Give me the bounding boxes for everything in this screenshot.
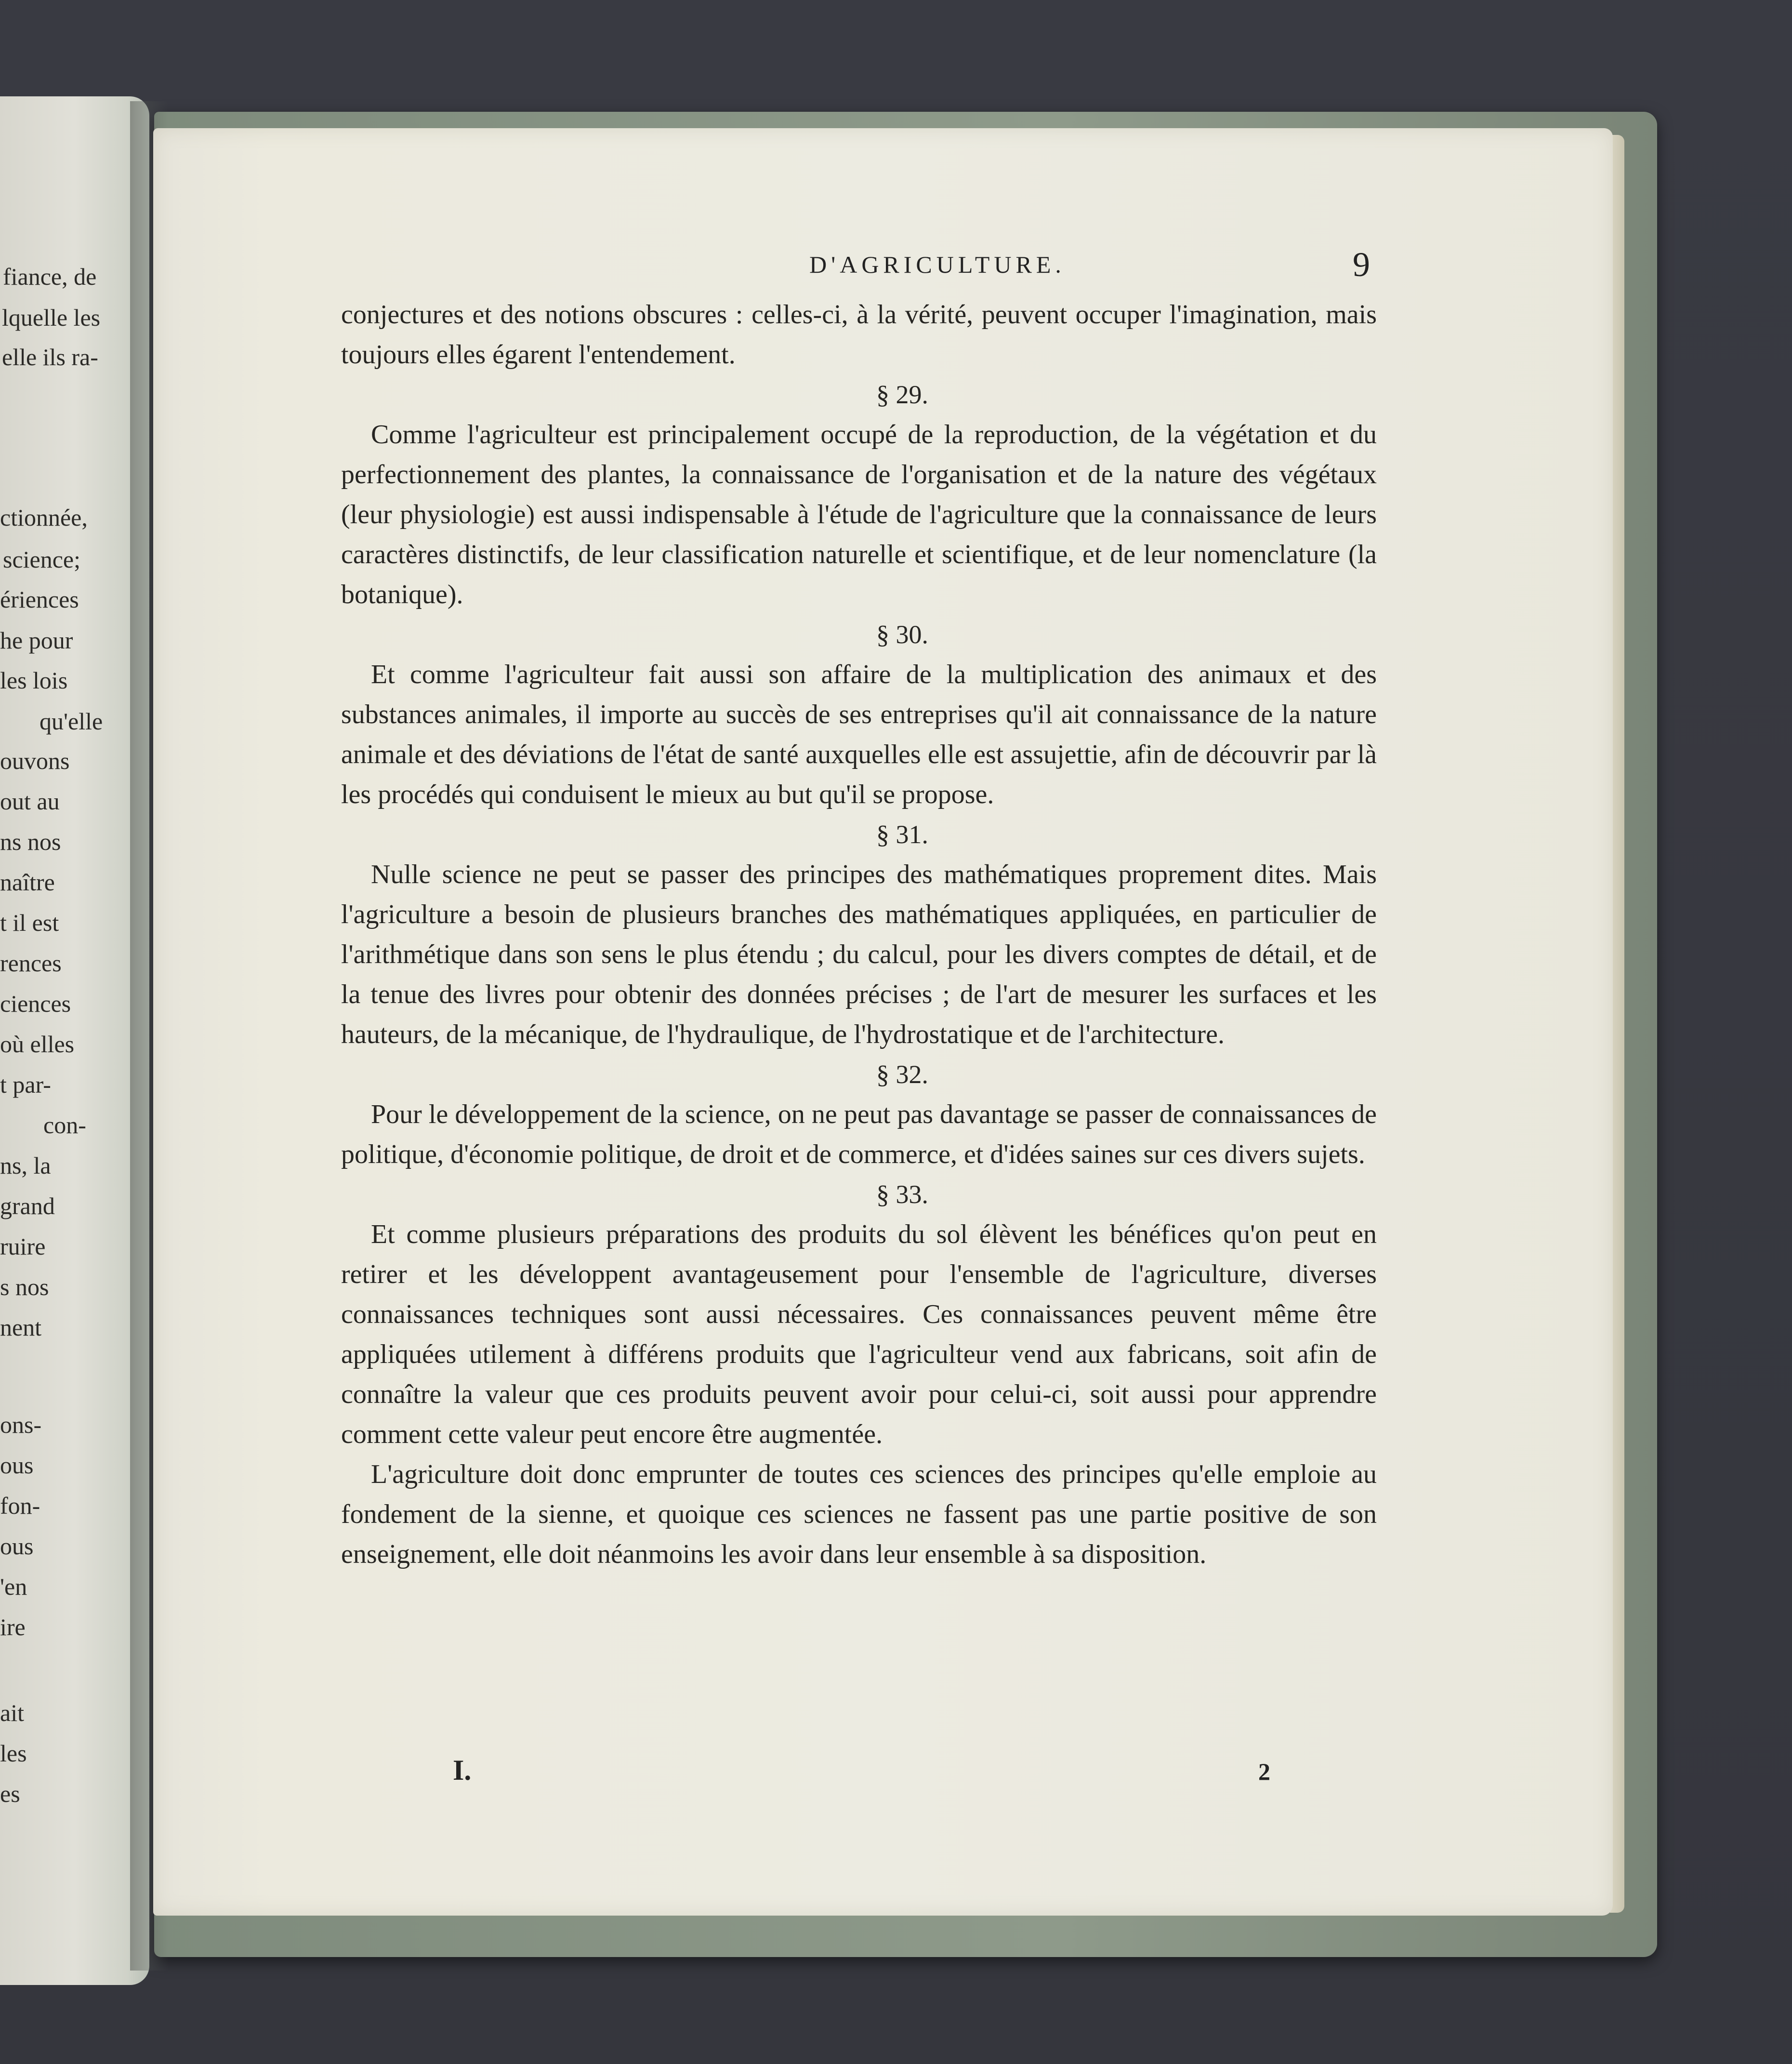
left-fragment: ouvons (0, 747, 70, 774)
left-facing-page (0, 96, 149, 1985)
page-header (153, 245, 1613, 289)
left-fragment: lquelle les (2, 304, 101, 331)
left-fragment: s nos (0, 1273, 49, 1300)
gathering-signature: 2 (1258, 1758, 1270, 1785)
paragraph-29: Comme l'agriculteur est principalement occupé de la reproduction, de la végétation et du perfectionnement des plantes, la connaissance de l'organisation et de la nature des végétaux (leur physiologie) est aussi indispensable à l'étude de l'agriculture que la connaissance de leurs caractères distinctifs, de leur classification naturelle et scientifique, et de leur nomenclature (la botanique). (341, 420, 1377, 609)
paragraph-conclusion: L'agriculture doit donc emprunter de toutes ces sciences des principes qu'elle emploie au fondement de la sienne, et quoique ces sciences ne fassent pas une partie positive de son enseignement, elle doit néanmoins les avoir dans leur ensemble à sa disposition. (341, 1459, 1377, 1569)
left-fragment: ruire (0, 1233, 46, 1260)
left-fragment: science; (3, 546, 81, 573)
left-fragment: es (0, 1780, 20, 1807)
left-fragment: 'en (0, 1573, 27, 1600)
left-fragment: ciences (0, 990, 71, 1017)
volume-signature: I. (453, 1754, 472, 1786)
paragraph-30: Et comme l'agriculteur fait aussi son affaire de la multiplication des animaux et des substances animales, il importe au succès de ses entreprises qu'il ait connaissance de la nature animale et des déviations de l'état de santé auxquelles elle est assujettie, afin de découvrir par là les procédés qui conduisent le mieux au but qu'il se propose. (341, 660, 1377, 809)
left-fragment: ait (0, 1699, 24, 1726)
left-fragment: ons- (0, 1411, 42, 1438)
page-number: 9 (1353, 245, 1370, 284)
left-fragment: ériences (0, 586, 79, 613)
left-fragment: t par- (0, 1071, 51, 1098)
section-heading-31: § 31. (876, 820, 928, 849)
left-fragment: ous (0, 1533, 34, 1560)
section-heading-32: § 32. (876, 1060, 928, 1089)
left-fragment: fon- (0, 1492, 40, 1519)
left-fragment: les (0, 1740, 27, 1767)
section-heading-30: § 30. (876, 620, 928, 649)
left-fragment: con- (43, 1111, 86, 1138)
left-fragment: elle ils ra- (2, 344, 98, 370)
left-fragment: ns nos (0, 828, 61, 855)
paragraph-32: Pour le développement de la science, on ne peut pas davantage se passer de connaissances de politique, d'économie politique, de droit et de commerce, et d'idées saines sur ces divers sujets. (341, 1099, 1377, 1169)
left-fragment: grand (0, 1192, 55, 1219)
paragraph-33: Et comme plusieurs préparations des produits du sol élèvent les bénéfices qu'on peut en retirer et les développent avantageusement pour l'ensemble de l'agriculture, diverses connaissances techniques sont aussi nécessaires. Ces connaissances peuvent même être appliquées utilement à différens produits que l'agriculteur vend aux fabricans, soit afin de connaître la valeur que ces produits peuvent avoir pour celui-ci, soit aussi pour apprendre comment cette valeur peut encore être augmentée. (341, 1219, 1377, 1449)
left-fragment: fiance, de (3, 263, 97, 290)
section-heading-33: § 33. (876, 1180, 928, 1209)
paragraph-continued: conjectures et des notions obscures : celles-ci, à la vérité, peuvent occuper l'imagination, mais toujours elles égarent l'entendement. (341, 300, 1377, 370)
left-fragment: qu'elle (40, 708, 103, 735)
left-fragment: out au (0, 788, 60, 815)
left-fragment: ctionnée, (0, 504, 88, 531)
left-fragment: ns, la (0, 1152, 51, 1179)
left-fragment: rences (0, 950, 62, 977)
left-fragment: où elles (0, 1031, 75, 1058)
left-fragment: les lois (0, 667, 68, 694)
left-fragment: ous (0, 1452, 34, 1479)
paragraph-31: Nulle science ne peut se passer des principes des mathématiques proprement dites. Mais l'agriculture a besoin de plusieurs branches des mathématiques appliquées, en particulier de l'arithmétique dans son sens le plus étendu ; du calcul, pour les divers comptes de détail, et de la tenue des livres pour obtenir des données précises ; de l'art de mesurer les surfaces et les hauteurs, de la mécanique, de l'hydraulique, de l'hydrostatique et de l'architecture. (341, 860, 1377, 1049)
page-footer (341, 1754, 1377, 1792)
left-fragment: nent (0, 1314, 42, 1341)
body-text (341, 295, 1377, 1574)
left-fragment: he pour (0, 627, 73, 654)
running-head: D'AGRICULTURE. (809, 251, 1066, 278)
left-fragment: t il est (0, 909, 59, 936)
left-fragment: ire (0, 1614, 26, 1641)
section-heading-29: § 29. (876, 380, 928, 409)
left-fragment: naître (0, 869, 55, 896)
